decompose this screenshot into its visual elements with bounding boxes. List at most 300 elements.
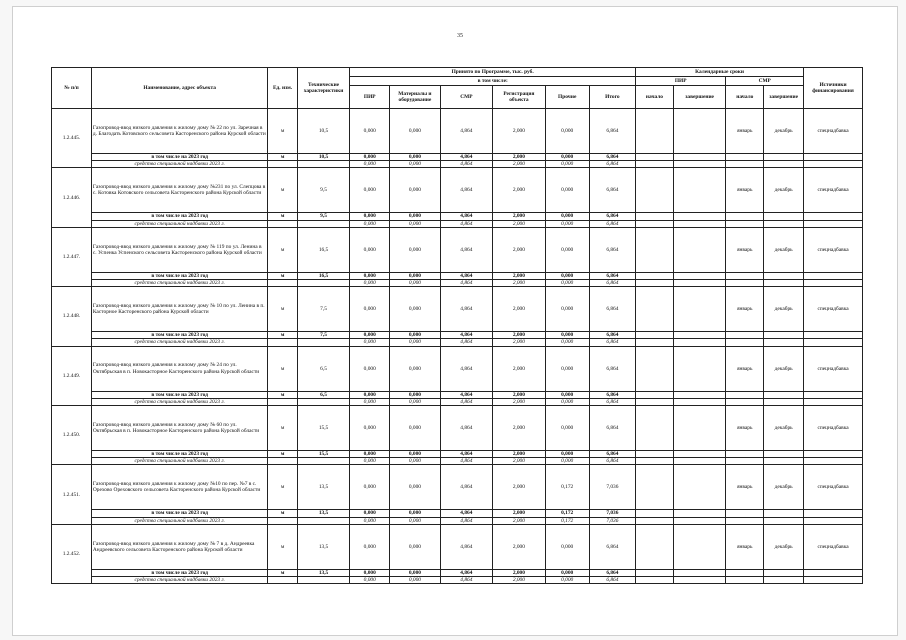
year-total-other: 0,000 xyxy=(545,213,589,220)
fund-registration: 2,000 xyxy=(493,577,546,584)
tech-cell: 15,5 xyxy=(297,406,350,451)
fund-pir: 0,000 xyxy=(350,577,390,584)
empty-cell xyxy=(764,577,804,584)
tech-cell: 13,5 xyxy=(297,524,350,569)
empty-cell xyxy=(764,161,804,168)
fund-smr: 4,864 xyxy=(440,577,493,584)
empty-cell xyxy=(268,280,297,287)
year-total-label: в том числе на 2023 год xyxy=(91,272,267,279)
smr-cell: 4,864 xyxy=(440,524,493,569)
pir-start-cell xyxy=(636,168,674,213)
tech-cell: 13,5 xyxy=(297,465,350,510)
year-total-unit: м xyxy=(268,451,297,458)
year-total-total: 6,864 xyxy=(589,213,635,220)
empty-cell xyxy=(726,391,764,398)
total-cell: 6,864 xyxy=(589,287,635,332)
header-smr-terms: СМР xyxy=(726,77,804,86)
table-row xyxy=(52,168,863,213)
empty-cell xyxy=(804,213,863,220)
empty-cell xyxy=(636,161,674,168)
other-cell: 0,000 xyxy=(545,227,589,272)
empty-cell xyxy=(804,398,863,405)
pir-start-cell xyxy=(636,406,674,451)
fund-smr: 4,864 xyxy=(440,220,493,227)
year-total-total: 7,036 xyxy=(589,510,635,517)
fund-other: 0,000 xyxy=(545,161,589,168)
year-total-unit: м xyxy=(268,391,297,398)
year-total-label: в том числе на 2023 год xyxy=(91,213,267,220)
table-row xyxy=(52,406,863,451)
year-total-total: 6,864 xyxy=(589,154,635,161)
fund-label: средства специальной надбавки 2023 г. xyxy=(91,577,267,584)
year-total-unit: м xyxy=(268,154,297,161)
total-cell: 6,864 xyxy=(589,524,635,569)
source-cell: спецнадбавка xyxy=(804,524,863,569)
year-total-smr: 4,864 xyxy=(440,391,493,398)
empty-cell xyxy=(726,517,764,524)
materials-cell: 0,000 xyxy=(390,524,440,569)
year-total-materials: 0,000 xyxy=(390,391,440,398)
year-total-registration: 2,000 xyxy=(493,213,546,220)
fund-smr: 4,864 xyxy=(440,280,493,287)
fund-total: 6,864 xyxy=(589,577,635,584)
other-cell: 0,000 xyxy=(545,109,589,154)
smr-cell: 4,864 xyxy=(440,109,493,154)
year-total-materials: 0,000 xyxy=(390,569,440,576)
year-total-smr: 4,864 xyxy=(440,451,493,458)
empty-cell xyxy=(764,398,804,405)
unit-cell: м xyxy=(268,465,297,510)
empty-cell xyxy=(804,332,863,339)
materials-cell: 0,000 xyxy=(390,346,440,391)
unit-cell: м xyxy=(268,168,297,213)
unit-cell: м xyxy=(268,406,297,451)
fund-pir: 0,000 xyxy=(350,280,390,287)
other-cell: 0,000 xyxy=(545,287,589,332)
empty-cell xyxy=(673,280,726,287)
object-name: Газопровод-ввод низкого давления к жилому дому № 24 по ул. Октябрьская в п. Новокасторное Касторенского района Курской области xyxy=(91,346,267,391)
year-total-smr: 4,864 xyxy=(440,569,493,576)
fund-smr: 4,864 xyxy=(440,161,493,168)
empty-cell xyxy=(726,458,764,465)
empty-cell xyxy=(636,569,674,576)
pir-end-cell xyxy=(673,524,726,569)
program-table xyxy=(51,67,863,584)
fund-row xyxy=(52,339,863,346)
fund-registration: 2,000 xyxy=(493,280,546,287)
tech-cell: 7,5 xyxy=(297,287,350,332)
tech-cell: 6,5 xyxy=(297,346,350,391)
year-total-tech: 6,5 xyxy=(297,391,350,398)
header-pir-start: начало xyxy=(636,86,674,109)
page-number: 35 xyxy=(457,33,463,39)
empty-cell xyxy=(804,577,863,584)
year-total-unit: м xyxy=(268,569,297,576)
fund-pir: 0,000 xyxy=(350,161,390,168)
fund-materials: 0,000 xyxy=(390,280,440,287)
year-total-row xyxy=(52,213,863,220)
object-name: Газопровод-ввод низкого давления к жилому дому № 7 в д. Андреевка Андреевского сельсовета Касторенского района Курской области xyxy=(91,524,267,569)
empty-cell xyxy=(268,220,297,227)
empty-cell xyxy=(268,339,297,346)
header-registration: Регистрация объекта xyxy=(493,86,546,109)
row-number: 1.2.447. xyxy=(52,227,92,286)
year-total-materials: 0,000 xyxy=(390,272,440,279)
fund-registration: 2,000 xyxy=(493,220,546,227)
header-adopted: Принято по Программе, тыс. руб. xyxy=(350,68,636,77)
empty-cell xyxy=(636,517,674,524)
smr-cell: 4,864 xyxy=(440,287,493,332)
empty-cell xyxy=(804,458,863,465)
empty-cell xyxy=(673,213,726,220)
pir-end-cell xyxy=(673,109,726,154)
total-cell: 6,864 xyxy=(589,109,635,154)
empty-cell xyxy=(636,220,674,227)
year-total-tech: 7,5 xyxy=(297,332,350,339)
empty-cell xyxy=(726,339,764,346)
empty-cell xyxy=(764,510,804,517)
empty-cell xyxy=(297,577,350,584)
fund-total: 7,036 xyxy=(589,517,635,524)
empty-cell xyxy=(673,391,726,398)
empty-cell xyxy=(804,272,863,279)
year-total-row xyxy=(52,332,863,339)
year-total-pir: 0,000 xyxy=(350,154,390,161)
registration-cell: 2,000 xyxy=(493,465,546,510)
empty-cell xyxy=(726,398,764,405)
smr-end-cell: декабрь xyxy=(764,168,804,213)
fund-other: 0,000 xyxy=(545,398,589,405)
empty-cell xyxy=(764,280,804,287)
row-number: 1.2.445. xyxy=(52,109,92,168)
year-total-label: в том числе на 2023 год xyxy=(91,569,267,576)
year-total-tech: 13,5 xyxy=(297,569,350,576)
header-smr-end: завершение xyxy=(764,86,804,109)
row-number: 1.2.446. xyxy=(52,168,92,227)
fund-total: 6,864 xyxy=(589,458,635,465)
header-source: Источники финансирования xyxy=(804,68,863,109)
fund-materials: 0,000 xyxy=(390,577,440,584)
empty-cell xyxy=(636,451,674,458)
empty-cell xyxy=(673,458,726,465)
fund-pir: 0,000 xyxy=(350,339,390,346)
empty-cell xyxy=(804,517,863,524)
registration-cell: 2,000 xyxy=(493,346,546,391)
year-total-total: 6,864 xyxy=(589,391,635,398)
fund-label: средства специальной надбавки 2023 г. xyxy=(91,280,267,287)
year-total-tech: 9,5 xyxy=(297,213,350,220)
empty-cell xyxy=(636,510,674,517)
source-cell: спецнадбавка xyxy=(804,406,863,451)
pir-cell: 0,000 xyxy=(350,406,390,451)
header-pir: ПИР xyxy=(350,86,390,109)
year-total-materials: 0,000 xyxy=(390,154,440,161)
year-total-other: 0,000 xyxy=(545,332,589,339)
fund-smr: 4,864 xyxy=(440,458,493,465)
year-total-pir: 0,000 xyxy=(350,272,390,279)
empty-cell xyxy=(636,154,674,161)
empty-cell xyxy=(804,161,863,168)
fund-pir: 0,000 xyxy=(350,398,390,405)
empty-cell xyxy=(804,154,863,161)
fund-total: 6,864 xyxy=(589,220,635,227)
year-total-total: 6,864 xyxy=(589,272,635,279)
empty-cell xyxy=(673,161,726,168)
table-row xyxy=(52,524,863,569)
unit-cell: м xyxy=(268,346,297,391)
total-cell: 6,864 xyxy=(589,168,635,213)
year-total-row xyxy=(52,391,863,398)
year-total-pir: 0,000 xyxy=(350,332,390,339)
empty-cell xyxy=(804,391,863,398)
other-cell: 0,000 xyxy=(545,406,589,451)
smr-end-cell: декабрь xyxy=(764,465,804,510)
pir-end-cell xyxy=(673,465,726,510)
pir-cell: 0,000 xyxy=(350,465,390,510)
fund-row xyxy=(52,517,863,524)
fund-other: 0,000 xyxy=(545,458,589,465)
row-number: 1.2.451. xyxy=(52,465,92,524)
year-total-smr: 4,864 xyxy=(440,154,493,161)
empty-cell xyxy=(764,213,804,220)
year-total-smr: 4,864 xyxy=(440,510,493,517)
empty-cell xyxy=(268,577,297,584)
empty-cell xyxy=(764,391,804,398)
fund-other: 0,000 xyxy=(545,220,589,227)
pir-cell: 0,000 xyxy=(350,346,390,391)
header-smr: СМР xyxy=(440,86,493,109)
object-name: Газопровод-ввод низкого давления к жилому дому №10 по пер. №7 в с. Орехово Ореховского сельсовета Касторенского района Курской области xyxy=(91,465,267,510)
fund-total: 6,864 xyxy=(589,280,635,287)
header-tech: Технические характеристики xyxy=(297,68,350,109)
year-total-other: 0,000 xyxy=(545,391,589,398)
empty-cell xyxy=(804,451,863,458)
fund-total: 6,864 xyxy=(589,161,635,168)
materials-cell: 0,000 xyxy=(390,168,440,213)
empty-cell xyxy=(636,391,674,398)
smr-start-cell: январь xyxy=(726,109,764,154)
empty-cell xyxy=(673,220,726,227)
empty-cell xyxy=(673,332,726,339)
year-total-total: 6,864 xyxy=(589,569,635,576)
row-number: 1.2.449. xyxy=(52,346,92,405)
empty-cell xyxy=(297,280,350,287)
empty-cell xyxy=(764,451,804,458)
empty-cell xyxy=(764,458,804,465)
fund-pir: 0,000 xyxy=(350,220,390,227)
year-total-unit: м xyxy=(268,332,297,339)
object-name: Газопровод-ввод низкого давления к жилому дому №231 по ул. Слепцова в с. Котовка Котовского сельсовета Касторенского района Курской области xyxy=(91,168,267,213)
empty-cell xyxy=(636,213,674,220)
year-total-registration: 2,000 xyxy=(493,154,546,161)
empty-cell xyxy=(804,339,863,346)
fund-materials: 0,000 xyxy=(390,339,440,346)
tech-cell: 10,5 xyxy=(297,109,350,154)
registration-cell: 2,000 xyxy=(493,109,546,154)
object-name: Газопровод-ввод низкого давления к жилому дому № 10 по ул. Ленина в п. Касторное Касторенского района Курской области xyxy=(91,287,267,332)
fund-other: 0,172 xyxy=(545,517,589,524)
fund-label: средства специальной надбавки 2023 г. xyxy=(91,517,267,524)
tech-cell: 16,5 xyxy=(297,227,350,272)
fund-row xyxy=(52,280,863,287)
smr-cell: 4,864 xyxy=(440,465,493,510)
empty-cell xyxy=(673,339,726,346)
fund-label: средства специальной надбавки 2023 г. xyxy=(91,458,267,465)
fund-label: средства специальной надбавки 2023 г. xyxy=(91,339,267,346)
table-row xyxy=(52,109,863,154)
pir-end-cell xyxy=(673,168,726,213)
year-total-row xyxy=(52,569,863,576)
fund-pir: 0,000 xyxy=(350,458,390,465)
empty-cell xyxy=(673,451,726,458)
smr-start-cell: январь xyxy=(726,168,764,213)
year-total-other: 0,000 xyxy=(545,154,589,161)
table-row xyxy=(52,227,863,272)
smr-end-cell: декабрь xyxy=(764,524,804,569)
smr-end-cell: декабрь xyxy=(764,406,804,451)
empty-cell xyxy=(673,398,726,405)
header-total: Итого xyxy=(589,86,635,109)
empty-cell xyxy=(636,332,674,339)
pir-start-cell xyxy=(636,346,674,391)
fund-smr: 4,864 xyxy=(440,517,493,524)
year-total-pir: 0,000 xyxy=(350,510,390,517)
source-cell: спецнадбавка xyxy=(804,287,863,332)
empty-cell xyxy=(636,272,674,279)
year-total-pir: 0,000 xyxy=(350,391,390,398)
empty-cell xyxy=(726,220,764,227)
empty-cell xyxy=(297,458,350,465)
fund-label: средства специальной надбавки 2023 г. xyxy=(91,161,267,168)
registration-cell: 2,000 xyxy=(493,168,546,213)
empty-cell xyxy=(804,510,863,517)
empty-cell xyxy=(636,577,674,584)
fund-other: 0,000 xyxy=(545,280,589,287)
fund-smr: 4,864 xyxy=(440,398,493,405)
smr-end-cell: декабрь xyxy=(764,227,804,272)
other-cell: 0,000 xyxy=(545,524,589,569)
registration-cell: 2,000 xyxy=(493,227,546,272)
year-total-smr: 4,864 xyxy=(440,332,493,339)
year-total-row xyxy=(52,272,863,279)
year-total-other: 0,000 xyxy=(545,451,589,458)
empty-cell xyxy=(673,272,726,279)
empty-cell xyxy=(804,569,863,576)
pir-start-cell xyxy=(636,109,674,154)
empty-cell xyxy=(726,569,764,576)
smr-cell: 4,864 xyxy=(440,406,493,451)
year-total-pir: 0,000 xyxy=(350,569,390,576)
materials-cell: 0,000 xyxy=(390,465,440,510)
registration-cell: 2,000 xyxy=(493,287,546,332)
year-total-row xyxy=(52,154,863,161)
source-cell: спецнадбавка xyxy=(804,346,863,391)
pir-end-cell xyxy=(673,346,726,391)
year-total-smr: 4,864 xyxy=(440,272,493,279)
empty-cell xyxy=(297,398,350,405)
pir-cell: 0,000 xyxy=(350,227,390,272)
empty-cell xyxy=(726,332,764,339)
document-page xyxy=(12,6,898,636)
pir-cell: 0,000 xyxy=(350,524,390,569)
empty-cell xyxy=(636,339,674,346)
empty-cell xyxy=(726,154,764,161)
fund-label: средства специальной надбавки 2023 г. xyxy=(91,220,267,227)
fund-other: 0,000 xyxy=(545,339,589,346)
smr-start-cell: январь xyxy=(726,465,764,510)
registration-cell: 2,000 xyxy=(493,406,546,451)
row-number: 1.2.452. xyxy=(52,524,92,583)
header-smr-start: начало xyxy=(726,86,764,109)
year-total-materials: 0,000 xyxy=(390,510,440,517)
header-num: № п/п xyxy=(52,68,92,109)
smr-start-cell: январь xyxy=(726,346,764,391)
fund-materials: 0,000 xyxy=(390,517,440,524)
smr-cell: 4,864 xyxy=(440,227,493,272)
year-total-materials: 0,000 xyxy=(390,332,440,339)
empty-cell xyxy=(804,220,863,227)
empty-cell xyxy=(673,569,726,576)
other-cell: 0,000 xyxy=(545,168,589,213)
materials-cell: 0,000 xyxy=(390,227,440,272)
fund-row xyxy=(52,458,863,465)
year-total-other: 0,000 xyxy=(545,569,589,576)
year-total-tech: 15,5 xyxy=(297,451,350,458)
table-row xyxy=(52,465,863,510)
smr-cell: 4,864 xyxy=(440,168,493,213)
year-total-smr: 4,864 xyxy=(440,213,493,220)
fund-pir: 0,000 xyxy=(350,517,390,524)
smr-end-cell: декабрь xyxy=(764,287,804,332)
year-total-label: в том числе на 2023 год xyxy=(91,332,267,339)
object-name: Газопровод-ввод низкого давления к жилому дому № 119 по ул. Ленина в с. Успенка Успенского сельсовета Касторенского района Курской области xyxy=(91,227,267,272)
fund-row xyxy=(52,220,863,227)
registration-cell: 2,000 xyxy=(493,524,546,569)
empty-cell xyxy=(726,272,764,279)
year-total-label: в том числе на 2023 год xyxy=(91,391,267,398)
fund-registration: 2,000 xyxy=(493,339,546,346)
empty-cell xyxy=(673,517,726,524)
pir-end-cell xyxy=(673,287,726,332)
empty-cell xyxy=(804,280,863,287)
empty-cell xyxy=(726,213,764,220)
unit-cell: м xyxy=(268,109,297,154)
fund-row xyxy=(52,161,863,168)
header-name: Наименование, адрес объекта xyxy=(91,68,267,109)
empty-cell xyxy=(636,458,674,465)
header-calendar: Календарные сроки xyxy=(636,68,804,77)
year-total-registration: 2,000 xyxy=(493,510,546,517)
year-total-registration: 2,000 xyxy=(493,272,546,279)
materials-cell: 0,000 xyxy=(390,406,440,451)
fund-label: средства специальной надбавки 2023 г. xyxy=(91,398,267,405)
empty-cell xyxy=(764,517,804,524)
tech-cell: 9,5 xyxy=(297,168,350,213)
object-name: Газопровод-ввод низкого давления к жилому дому № 60 по ул. Октябрьская в п. Новокасторное Касторенского района Курской области xyxy=(91,406,267,451)
empty-cell xyxy=(726,161,764,168)
year-total-label: в том числе на 2023 год xyxy=(91,154,267,161)
empty-cell xyxy=(636,398,674,405)
fund-total: 6,864 xyxy=(589,398,635,405)
smr-start-cell: январь xyxy=(726,227,764,272)
empty-cell xyxy=(764,332,804,339)
table-body xyxy=(52,109,863,584)
year-total-other: 0,000 xyxy=(545,272,589,279)
year-total-unit: м xyxy=(268,272,297,279)
year-total-pir: 0,000 xyxy=(350,451,390,458)
empty-cell xyxy=(297,161,350,168)
year-total-pir: 0,000 xyxy=(350,213,390,220)
